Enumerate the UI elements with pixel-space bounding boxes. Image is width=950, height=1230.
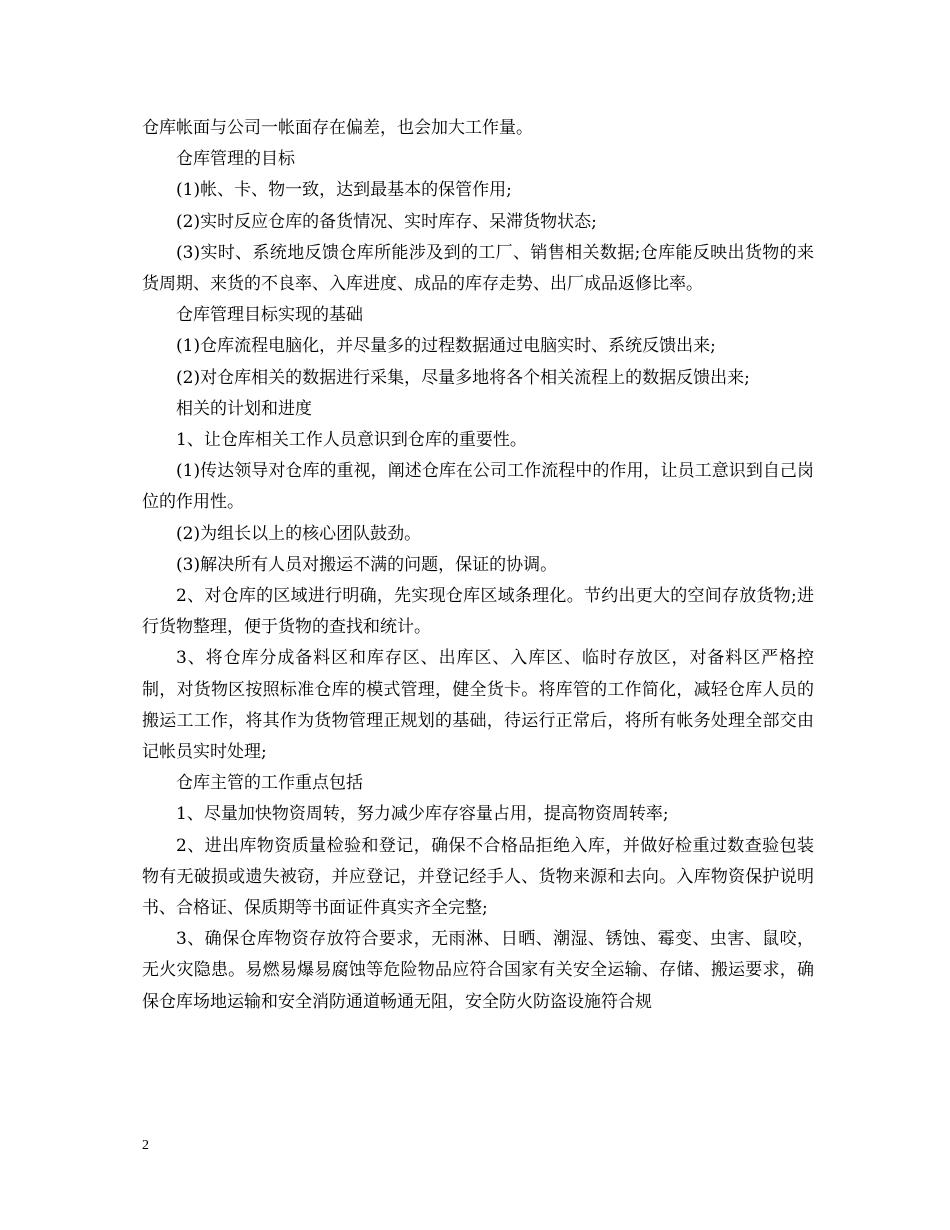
paragraph: 仓库帐面与公司一帐面存在偏差，也会加大工作量。: [142, 118, 533, 138]
paragraph: 仓库管理的目标: [176, 149, 295, 170]
paragraph: (1)仓库流程电脑化，并尽量多的过程数据通过电脑实时、系统反馈出来;: [176, 336, 716, 357]
paragraph: (2)为组长以上的核心团队鼓劲。: [176, 523, 422, 544]
paragraph: 3、确保仓库物资存放符合要求，无雨淋、日晒、潮湿、锈蚀、霉变、虫害、鼠咬，无火灾隐患。易燃易爆易腐蚀等危险物品应符合国家有关安全运输、存储、搬运要求，确保仓库场地运输和安全消防通道畅通无阻，安全防火防盗设施符合规: [142, 929, 814, 1012]
paragraph: (1)帐、卡、物一致，达到最基本的保管作用;: [176, 180, 512, 201]
paragraph: (3)实时、系统地反馈仓库所能涉及到的工厂、销售相关数据;仓库能反映出货物的来货周期、来货的不良率、入库进度、成品的库存走势、出厂成品返修比率。: [142, 242, 814, 295]
paragraph: 3、将仓库分成备料区和库存区、出库区、入库区、临时存放区，对备料区严格控制，对货物区按照标准仓库的模式管理，健全货卡。将库管的工作简化，减轻仓库人员的搬运工工作，将其作为货物管理正规划的基础，待运行正常后，将所有帐务处理全部交由记帐员实时处理;: [142, 648, 814, 763]
document-body: [142, 113, 814, 1018]
paragraph: 1、让仓库相关工作人员意识到仓库的重要性。: [176, 430, 527, 451]
paragraph: (1)传达领导对仓库的重视，阐述仓库在公司工作流程中的作用，让员工意识到自己岗位的作用性。: [142, 461, 814, 513]
paragraph: 仓库主管的工作重点包括: [176, 773, 363, 794]
paragraph: 相关的计划和进度: [176, 398, 312, 419]
paragraph: (2)实时反应仓库的备货情况、实时库存、呆滞货物状态;: [176, 211, 597, 232]
page-number: 2: [142, 1138, 149, 1153]
paragraph: (2)对仓库相关的数据进行采集，尽量多地将各个相关流程上的数据反馈出来;: [176, 367, 750, 388]
paragraph: 1、尽量加快物资周转，努力减少库存容量占用，提高物资周转率;: [176, 804, 669, 825]
paragraph: 2、进出库物资质量检验和登记，确保不合格品拒绝入库，并做好检重过数查验包装物有无破损或遗失被窃，并应登记，并登记经手人、货物来源和去向。入库物资保护说明书、合格证、保质期等书面证件真实齐全完整;: [142, 835, 814, 919]
paragraph: (3)解决所有人员对搬运不满的问题，保证的协调。: [176, 554, 558, 575]
paragraph: 2、对仓库的区域进行明确，先实现仓库区域条理化。节约出更大的空间存放货物;进行货物整理，便于货物的查找和统计。: [142, 586, 814, 638]
paragraph: 仓库管理目标实现的基础: [176, 305, 363, 326]
